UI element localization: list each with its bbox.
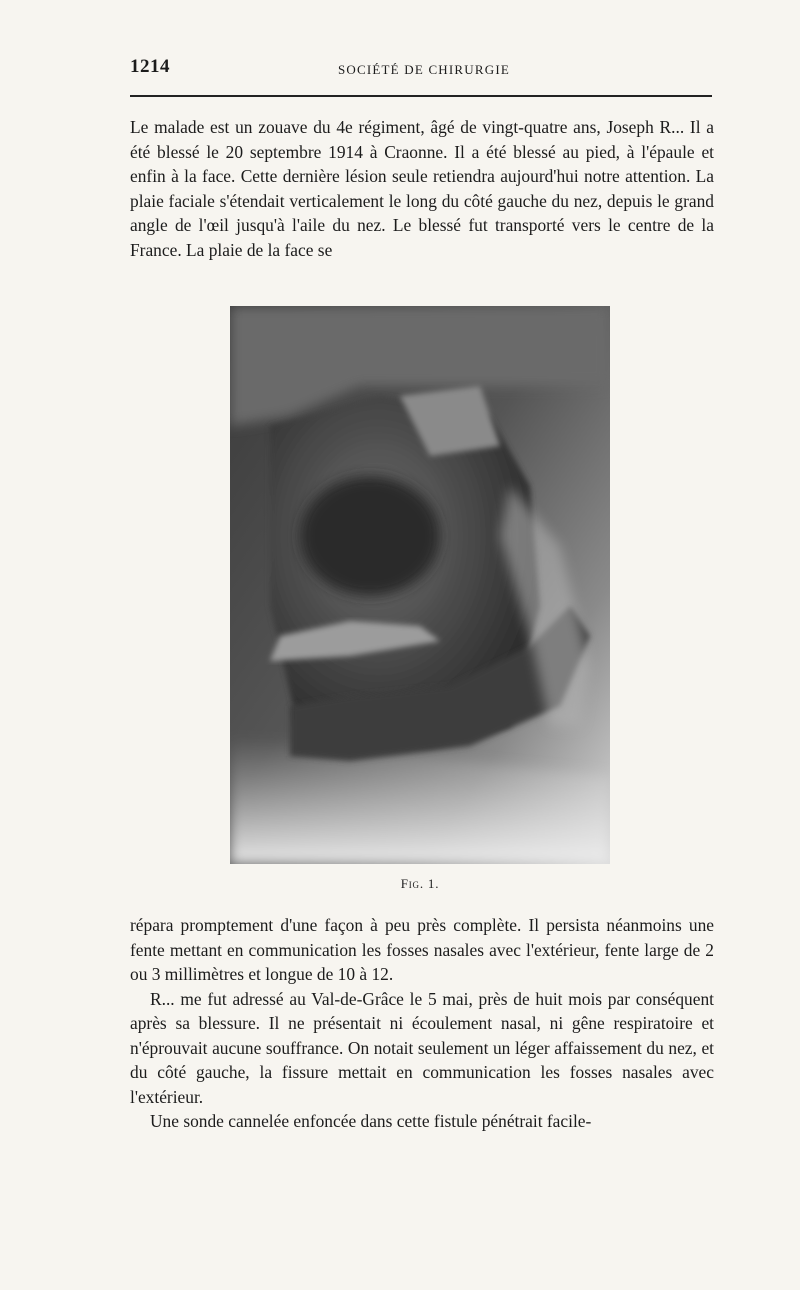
figure-caption: Fig. 1. <box>400 876 440 891</box>
paragraph: répara promptement d'une façon à peu près complète. Il persista néanmoins une fente mettant en communication les fosses nasales avec l'extérieur, fente large de 2 ou 3 millimètres et longue de 10 à 12. <box>130 915 714 984</box>
text-block-top <box>130 115 714 262</box>
radiograph-image <box>230 306 610 864</box>
paragraph: Le malade est un zouave du 4e régiment, âgé de vingt-quatre ans, Joseph R... Il a été blessé le 20 septembre 1914 à Craonne. Il a été blessé au pied, à l'épaule et enfin à la face. Cette dernière lésion seule retiendra aujourd'hui notre attention. La plaie faciale s'étendait verticalement le long du côté gauche du nez, depuis le grand angle de l'œil jusqu'à l'aile du nez. Le blessé fut transporté vers le centre de la France. La plaie de la face se <box>130 117 714 260</box>
figure-radiograph <box>230 306 610 864</box>
running-head: SOCIÉTÉ DE CHIRURGIE <box>337 62 511 77</box>
paragraph: R... me fut adressé au Val-de-Grâce le 5 mai, près de huit mois par conséquent après sa blessure. Il ne présentait ni écoulement nasal, ni gêne respiratoire et n'éprouvait aucune souffrance. On notait seulement un léger affaissement du nez, et du côté gauche, la fissure mettait en communication les fosses nasales avec l'extérieur. <box>130 988 714 1107</box>
header-rule <box>130 95 712 97</box>
text-block-bottom <box>130 913 714 1134</box>
page-number: 1214 <box>130 56 170 77</box>
paragraph: Une sonde cannelée enfoncée dans cette fistule pénétrait facile- <box>150 1111 592 1131</box>
